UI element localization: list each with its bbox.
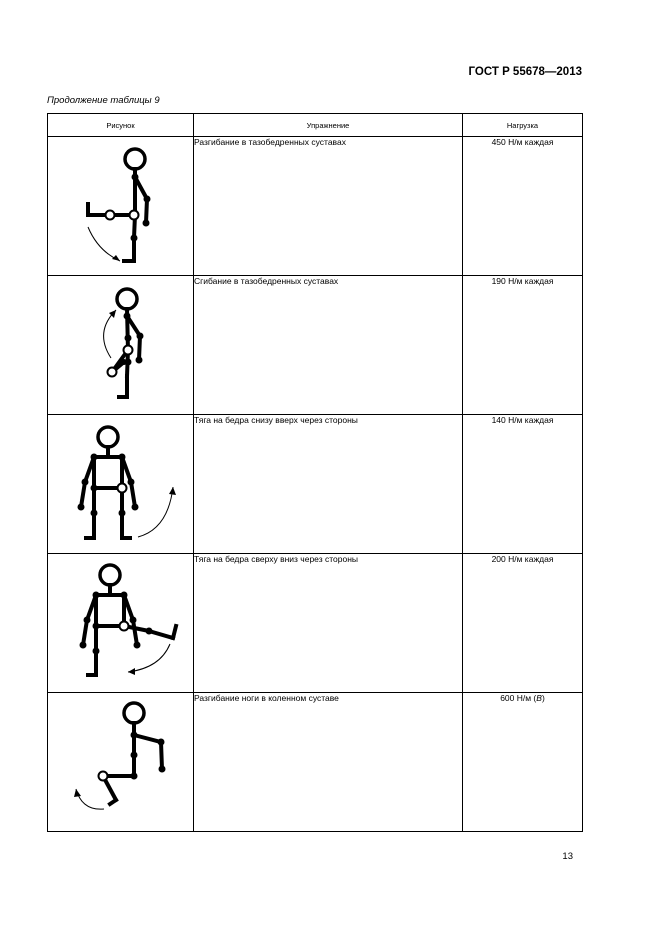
page-number: 13 xyxy=(562,851,573,862)
figure-cell xyxy=(48,415,194,554)
hip-flexion-figure xyxy=(48,276,193,414)
load-variable: В xyxy=(536,693,542,703)
exercise-name: Тяга на бедра снизу вверх через стороны xyxy=(194,415,463,554)
exercise-load: 200 Н/м каждая xyxy=(463,554,583,693)
column-header-figure: Рисунок xyxy=(48,114,194,137)
table-row xyxy=(48,137,583,276)
exercise-load: 450 Н/м каждая xyxy=(463,137,583,276)
column-header-exercise: Упражнение xyxy=(194,114,463,137)
table-row xyxy=(48,276,583,415)
figure-cell xyxy=(48,693,194,832)
hip-adduction-down-figure xyxy=(48,554,193,692)
table-row xyxy=(48,554,583,693)
figure-cell xyxy=(48,276,194,415)
figure-cell xyxy=(48,137,194,276)
exercise-name: Тяга на бедра сверху вниз через стороны xyxy=(194,554,463,693)
load-close: ) xyxy=(541,693,545,703)
exercise-load: 140 Н/м каждая xyxy=(463,415,583,554)
table-header-row xyxy=(48,114,583,137)
standard-number: ГОСТ Р 55678—2013 xyxy=(468,66,582,78)
hip-abduction-up-figure xyxy=(48,415,193,553)
figure-cell xyxy=(48,554,194,693)
exercise-name: Разгибание ноги в коленном суставе xyxy=(194,693,463,832)
table-row xyxy=(48,693,583,832)
exercise-table xyxy=(47,113,583,832)
hip-extension-figure xyxy=(48,137,193,275)
table-row xyxy=(48,415,583,554)
column-header-load: Нагрузка xyxy=(463,114,583,137)
exercise-name: Разгибание в тазобедренных суставах xyxy=(194,137,463,276)
exercise-load xyxy=(463,693,583,832)
exercise-load: 190 Н/м каждая xyxy=(463,276,583,415)
load-value: 600 Н/м ( xyxy=(500,693,537,703)
exercise-name: Сгибание в тазобедренных суставах xyxy=(194,276,463,415)
table-caption: Продолжение таблицы 9 xyxy=(47,95,160,106)
knee-extension-figure xyxy=(48,693,193,831)
